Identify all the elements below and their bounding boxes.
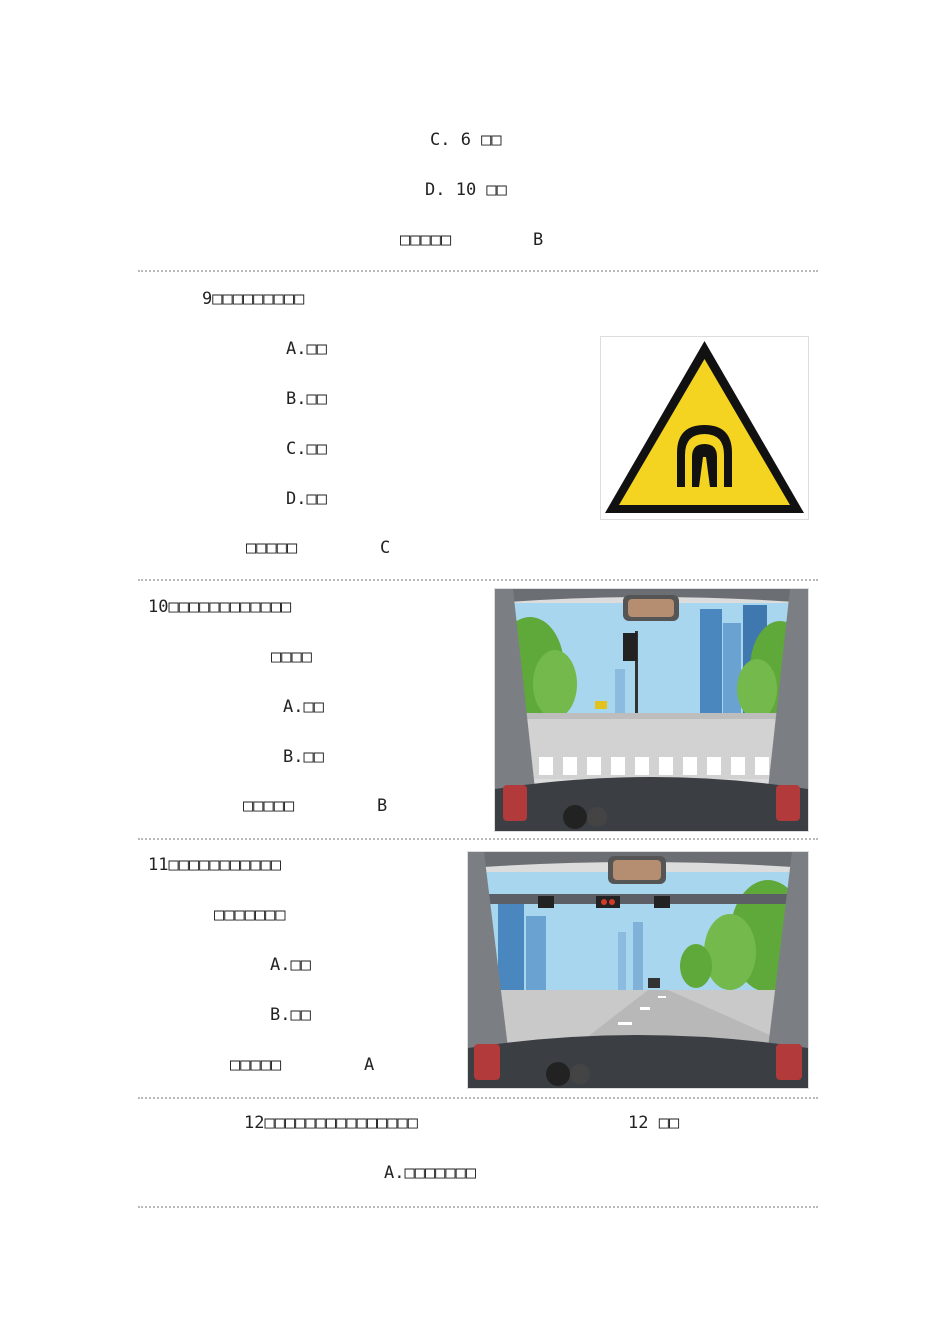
answer-value: B	[533, 230, 544, 250]
option-a: A.□□	[270, 955, 311, 975]
option-a: A.□□□□□□□	[384, 1163, 477, 1183]
option-a: A.□□	[286, 339, 327, 359]
answer-value: A	[364, 1055, 375, 1075]
separator	[138, 1097, 818, 1099]
option-a: A.□□	[283, 697, 324, 717]
separator	[138, 270, 818, 272]
intersection-driver-view-image	[494, 588, 809, 832]
option-c: C. 6 □□	[430, 130, 502, 150]
tunnel-warning-sign-image	[600, 336, 809, 520]
option-b: B.□□	[283, 747, 324, 767]
question-stem: 12□□□□□□□□□□□□□□□	[244, 1113, 418, 1133]
question-stem-right: 12 □□	[628, 1113, 680, 1133]
question-stem-continued: □□□□	[271, 647, 312, 667]
separator	[138, 579, 818, 581]
answer-label: □□□□□	[243, 796, 295, 816]
option-c: C.□□	[286, 439, 327, 459]
highway-driver-view-image	[467, 851, 809, 1089]
answer-label: □□□□□	[246, 538, 298, 558]
separator	[138, 838, 818, 840]
question-stem-continued: □□□□□□□	[214, 905, 286, 925]
question-stem: 9□□□□□□□□□	[202, 289, 305, 309]
separator	[138, 1206, 818, 1208]
option-d: D. 10 □□	[425, 180, 507, 200]
question-stem: 11□□□□□□□□□□□	[148, 855, 282, 875]
option-b: B.□□	[286, 389, 327, 409]
answer-label: □□□□□	[230, 1055, 282, 1075]
question-stem: 10□□□□□□□□□□□□	[148, 597, 292, 617]
answer-value: B	[377, 796, 388, 816]
option-d: D.□□	[286, 489, 327, 509]
option-b: B.□□	[270, 1005, 311, 1025]
answer-label: □□□□□	[400, 230, 452, 250]
answer-value: C	[380, 538, 391, 558]
